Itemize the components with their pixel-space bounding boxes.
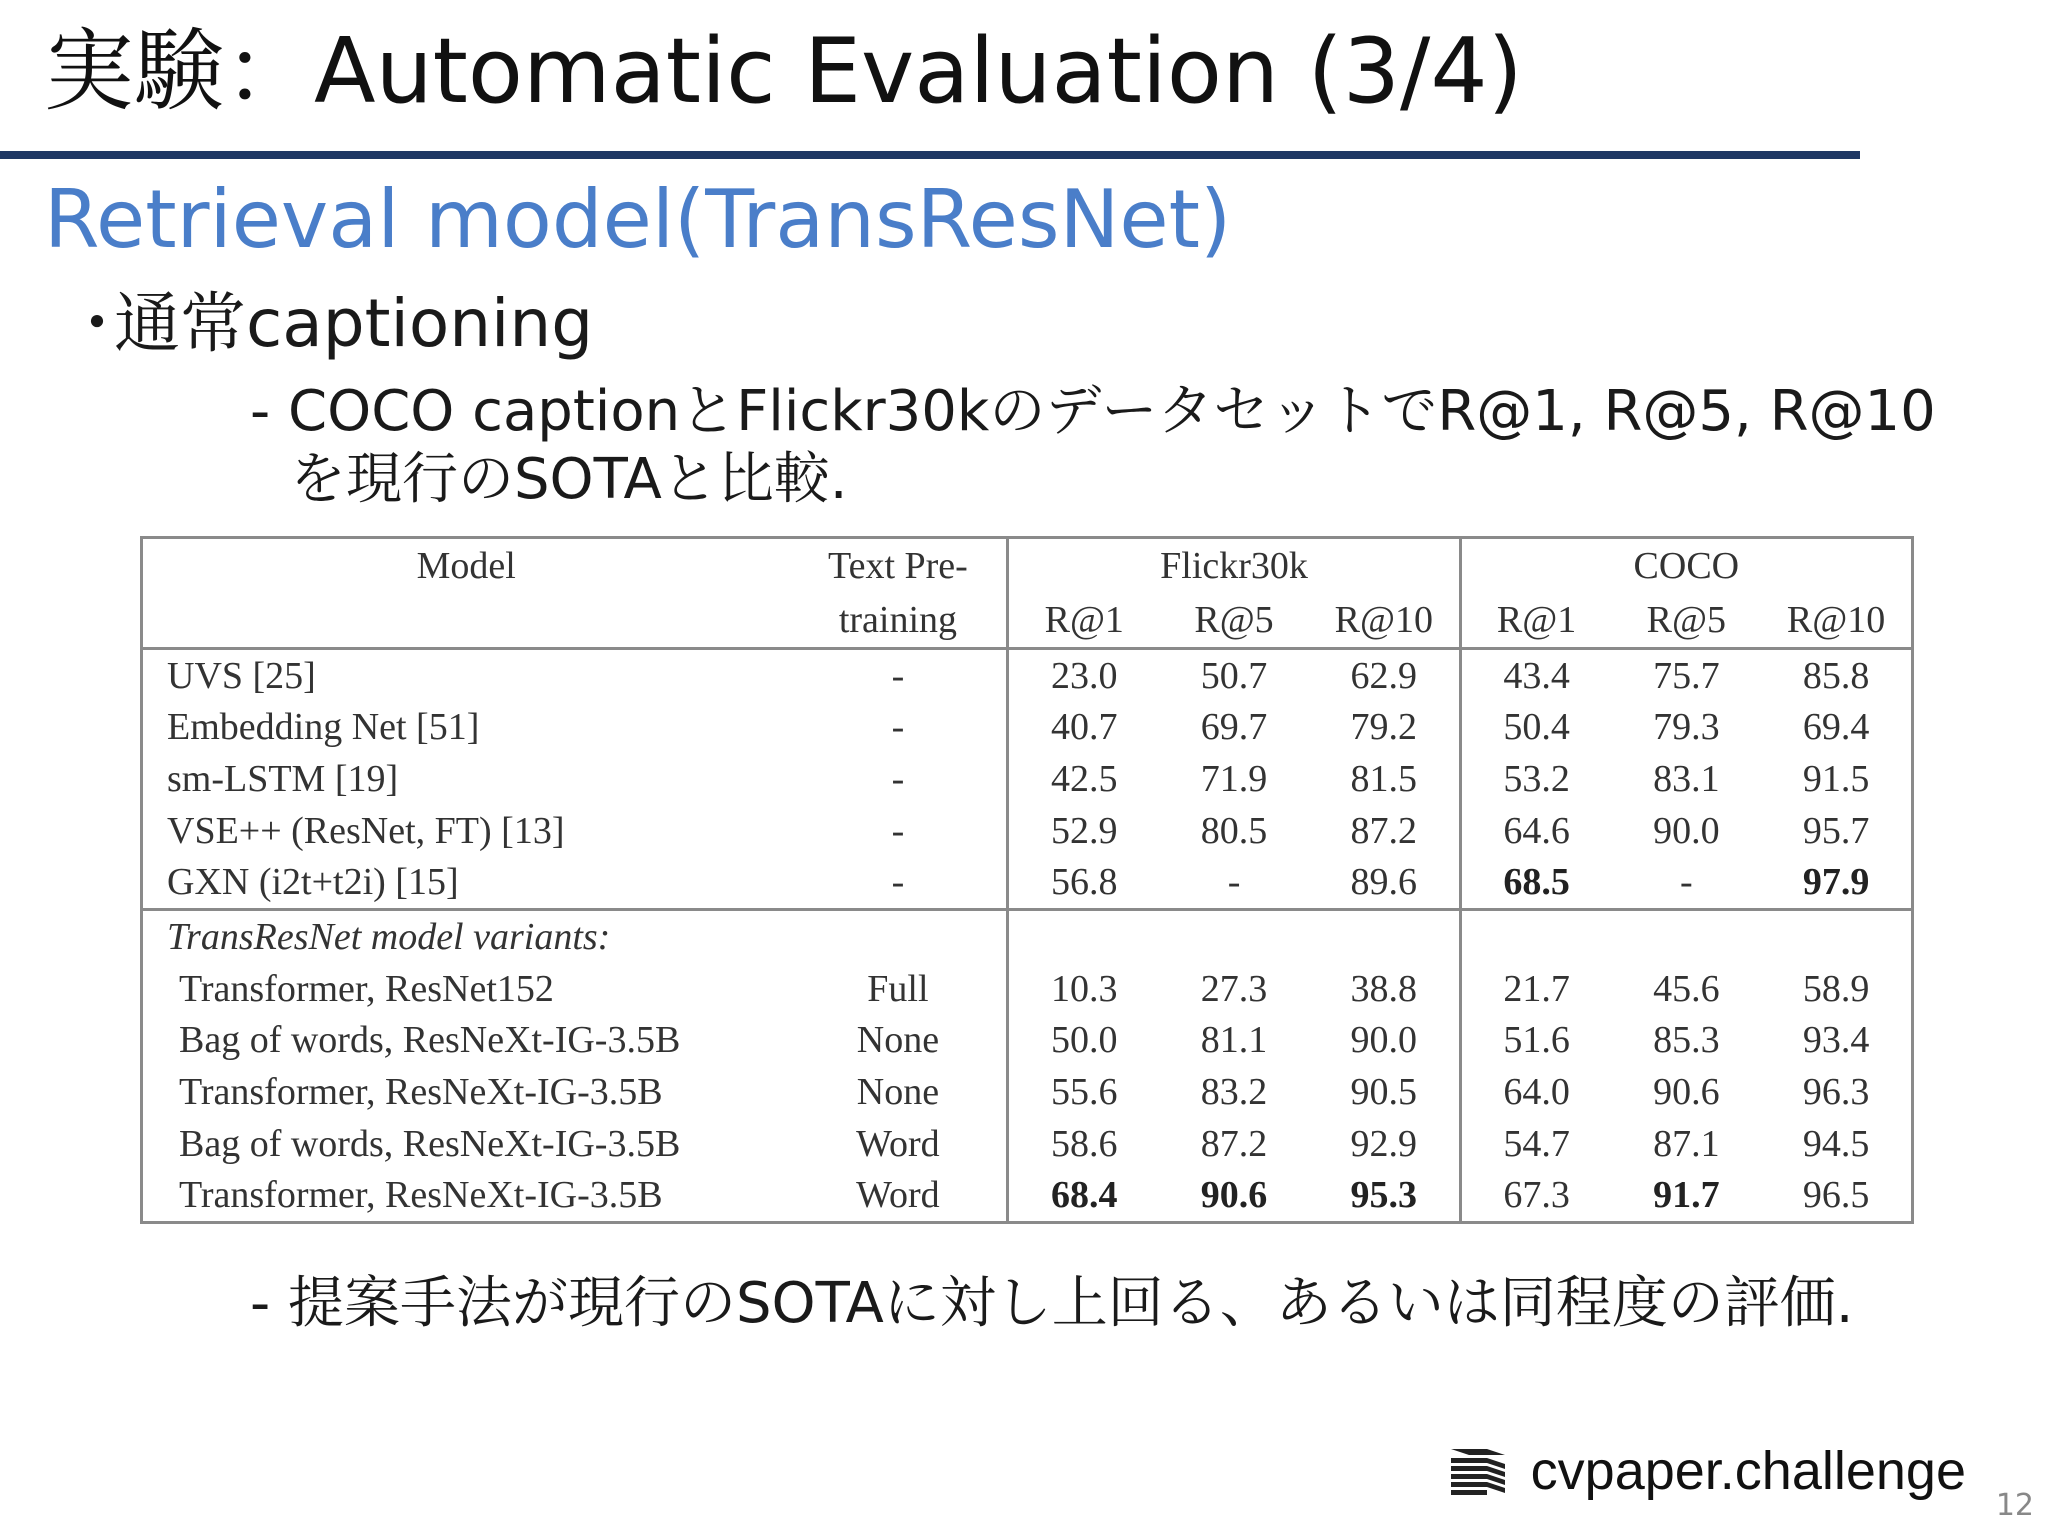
flickr-r5-cell: 83.2 bbox=[1200, 1070, 1268, 1113]
coco-r10-cell: 93.4 bbox=[1802, 1019, 1870, 1062]
coco-r5-cell: 87.1 bbox=[1653, 1122, 1720, 1165]
brand-name: cvpaper.challenge bbox=[1530, 1441, 1966, 1501]
coco-r5-cell: 79.3 bbox=[1653, 706, 1720, 749]
flickr-r1-cell bbox=[1008, 1169, 1159, 1221]
flickr-r10-cell: 89.6 bbox=[1309, 857, 1460, 910]
flickr-r10-cell: 81.5 bbox=[1309, 753, 1460, 805]
flickr-r10-cell: 87.2 bbox=[1309, 805, 1460, 857]
flickr-r10-cell: 92.9 bbox=[1309, 1118, 1460, 1170]
header-coco-r5: R@5 bbox=[1611, 593, 1761, 649]
header-coco: COCO bbox=[1633, 545, 1740, 587]
coco-r10-cell: 95.7 bbox=[1802, 809, 1870, 852]
text-pretraining-cell: Full bbox=[789, 963, 1007, 1015]
variants-label: TransResNet model variants: bbox=[167, 916, 611, 958]
best-score-value: 97.9 bbox=[1802, 861, 1870, 904]
model-name-cell: VSE++ (ResNet, FT) [13] bbox=[167, 809, 565, 852]
header-text-pretraining-1: Text Pre- bbox=[789, 539, 1007, 593]
coco-r1-cell: 50.4 bbox=[1503, 706, 1570, 749]
title-divider bbox=[0, 151, 1860, 159]
coco-r10-cell: 85.8 bbox=[1802, 654, 1870, 697]
coco-r10-cell: 96.5 bbox=[1802, 1174, 1870, 1217]
sota-table-row bbox=[143, 702, 1911, 754]
coco-r1-cell: 54.7 bbox=[1503, 1122, 1570, 1165]
flickr-r5-cell: 87.2 bbox=[1200, 1122, 1268, 1165]
model-name-cell: UVS [25] bbox=[167, 654, 316, 697]
header-flickr30k: Flickr30k bbox=[1008, 539, 1460, 593]
coco-r5-cell: - bbox=[1611, 857, 1761, 910]
coco-r5-cell bbox=[1611, 1169, 1761, 1221]
variant-table-row bbox=[143, 963, 1911, 1015]
model-name-cell: Transformer, ResNeXt-IG-3.5B bbox=[179, 1070, 663, 1113]
flickr-r1-cell: 55.6 bbox=[1051, 1070, 1118, 1113]
slide-subtitle: Retrieval model(TransResNet) bbox=[44, 173, 1232, 266]
sub-bullet-1-line-1: - COCO captionとFlickr30kのデータセットでR@1, R@5, R@10 bbox=[250, 379, 1936, 444]
flickr-r5-cell: 69.7 bbox=[1200, 706, 1268, 749]
variant-table-row bbox=[143, 1014, 1911, 1066]
model-name-cell: Transformer, ResNet152 bbox=[179, 967, 554, 1010]
page-number: 12 bbox=[1995, 1488, 2034, 1523]
coco-r1-cell: 21.7 bbox=[1503, 967, 1570, 1010]
sub-bullet-2: - 提案手法が現行のSOTAに対し上回る、あるいは同程度の評価. bbox=[250, 1271, 1854, 1336]
coco-r1-cell bbox=[1460, 857, 1611, 910]
coco-r5-cell: 85.3 bbox=[1653, 1019, 1720, 1062]
coco-r1-cell: 53.2 bbox=[1503, 758, 1570, 801]
stacked-layers-icon bbox=[1447, 1445, 1509, 1497]
bullet-text: 通常captioning bbox=[114, 285, 594, 362]
text-pretraining-cell: Word bbox=[789, 1169, 1007, 1221]
coco-r10-cell: 94.5 bbox=[1802, 1122, 1870, 1165]
flickr-r1-cell: 40.7 bbox=[1051, 706, 1118, 749]
text-pretraining-cell: - bbox=[789, 857, 1007, 910]
variant-table-row bbox=[143, 1169, 1911, 1221]
flickr-r5-cell: 50.7 bbox=[1200, 654, 1268, 697]
coco-r1-cell: 43.4 bbox=[1503, 654, 1570, 697]
sota-table-row bbox=[143, 753, 1911, 805]
model-name-cell: GXN (i2t+t2i) [15] bbox=[143, 857, 789, 910]
text-pretraining-cell: - bbox=[789, 702, 1007, 754]
best-score-value: 90.6 bbox=[1200, 1174, 1268, 1217]
sota-table-row bbox=[143, 805, 1911, 857]
coco-r5-cell: 90.6 bbox=[1653, 1070, 1720, 1113]
flickr-r5-cell: 80.5 bbox=[1200, 809, 1268, 852]
coco-r1-cell: 67.3 bbox=[1503, 1174, 1570, 1217]
flickr-r1-cell: 10.3 bbox=[1051, 967, 1118, 1010]
sota-rows bbox=[143, 649, 1911, 910]
coco-r10-cell bbox=[1761, 857, 1911, 910]
header-coco-r1: R@1 bbox=[1460, 593, 1611, 649]
sota-table-row bbox=[143, 857, 1911, 910]
variant-table-row bbox=[143, 1066, 1911, 1118]
text-pretraining-cell: - bbox=[789, 805, 1007, 857]
best-score-value: 68.4 bbox=[1051, 1174, 1118, 1217]
coco-r10-cell: 69.4 bbox=[1802, 706, 1870, 749]
brand-logo bbox=[1447, 1440, 1966, 1502]
flickr-r10-cell: 90.5 bbox=[1309, 1066, 1460, 1118]
coco-r10-cell: 91.5 bbox=[1802, 758, 1870, 801]
text-pretraining-cell: None bbox=[789, 1014, 1007, 1066]
flickr-r5-cell: 27.3 bbox=[1200, 967, 1268, 1010]
flickr-r1-cell: 52.9 bbox=[1051, 809, 1118, 852]
coco-r10-cell: 96.3 bbox=[1802, 1070, 1870, 1113]
coco-r1-cell: 64.6 bbox=[1503, 809, 1570, 852]
flickr-r10-cell: 90.0 bbox=[1309, 1014, 1460, 1066]
model-name-cell: Embedding Net [51] bbox=[167, 706, 480, 749]
header-model-blank bbox=[143, 593, 789, 649]
coco-r5-cell: 83.1 bbox=[1653, 758, 1720, 801]
flickr-r5-cell bbox=[1159, 1169, 1309, 1221]
results-table bbox=[143, 539, 1911, 1221]
flickr-r10-cell: 62.9 bbox=[1309, 649, 1460, 702]
best-score-value: 68.5 bbox=[1503, 861, 1570, 904]
text-pretraining-cell: - bbox=[789, 753, 1007, 805]
text-pretraining-cell: None bbox=[789, 1066, 1007, 1118]
header-model: Model bbox=[416, 545, 516, 587]
best-score-value: 95.3 bbox=[1350, 1174, 1418, 1217]
coco-r1-cell: 51.6 bbox=[1503, 1019, 1570, 1062]
text-pretraining-cell: - bbox=[789, 649, 1007, 702]
bullet-marker: ・ bbox=[64, 285, 130, 362]
flickr-r5-cell: 71.9 bbox=[1200, 758, 1268, 801]
variant-table-row bbox=[143, 1118, 1911, 1170]
flickr-r10-cell bbox=[1309, 1169, 1460, 1221]
flickr-r1-cell: 42.5 bbox=[1051, 758, 1118, 801]
model-name-cell: Bag of words, ResNeXt-IG-3.5B bbox=[179, 1122, 681, 1165]
sota-table-row bbox=[143, 649, 1911, 702]
header-coco-r10: R@10 bbox=[1761, 593, 1911, 649]
coco-r10-cell: 58.9 bbox=[1802, 967, 1870, 1010]
bullet-item bbox=[64, 282, 593, 366]
header-flickr-r5: R@5 bbox=[1159, 593, 1309, 649]
model-name-cell: sm-LSTM [19] bbox=[167, 758, 399, 801]
results-table-frame bbox=[140, 536, 1914, 1224]
coco-r5-cell: 45.6 bbox=[1653, 967, 1720, 1010]
flickr-r5-cell: - bbox=[1159, 857, 1309, 910]
sub-bullet-1-line-2: を現行のSOTAと比較. bbox=[290, 447, 848, 512]
model-name-cell: Transformer, ResNeXt-IG-3.5B bbox=[179, 1174, 663, 1217]
text-pretraining-cell: Word bbox=[789, 1118, 1007, 1170]
coco-r5-cell: 75.7 bbox=[1653, 654, 1720, 697]
flickr-r1-cell: 23.0 bbox=[1051, 654, 1118, 697]
header-text-pretraining-2: training bbox=[789, 593, 1007, 649]
coco-r5-cell: 90.0 bbox=[1653, 809, 1720, 852]
header-flickr-r1: R@1 bbox=[1008, 593, 1159, 649]
header-flickr-r10: R@10 bbox=[1309, 593, 1460, 649]
flickr-r10-cell: 38.8 bbox=[1309, 963, 1460, 1015]
flickr-r1-cell: 58.6 bbox=[1051, 1122, 1118, 1165]
flickr-r5-cell: 81.1 bbox=[1200, 1019, 1268, 1062]
coco-r1-cell: 64.0 bbox=[1503, 1070, 1570, 1113]
variant-rows bbox=[143, 910, 1911, 1221]
flickr-r1-cell: 50.0 bbox=[1051, 1019, 1118, 1062]
flickr-r10-cell: 79.2 bbox=[1309, 702, 1460, 754]
flickr-r1-cell: 56.8 bbox=[1008, 857, 1159, 910]
model-name-cell: Bag of words, ResNeXt-IG-3.5B bbox=[179, 1019, 681, 1062]
slide-title: 実験：Automatic Evaluation (3/4) bbox=[44, 19, 1523, 124]
best-score-value: 91.7 bbox=[1653, 1174, 1720, 1217]
